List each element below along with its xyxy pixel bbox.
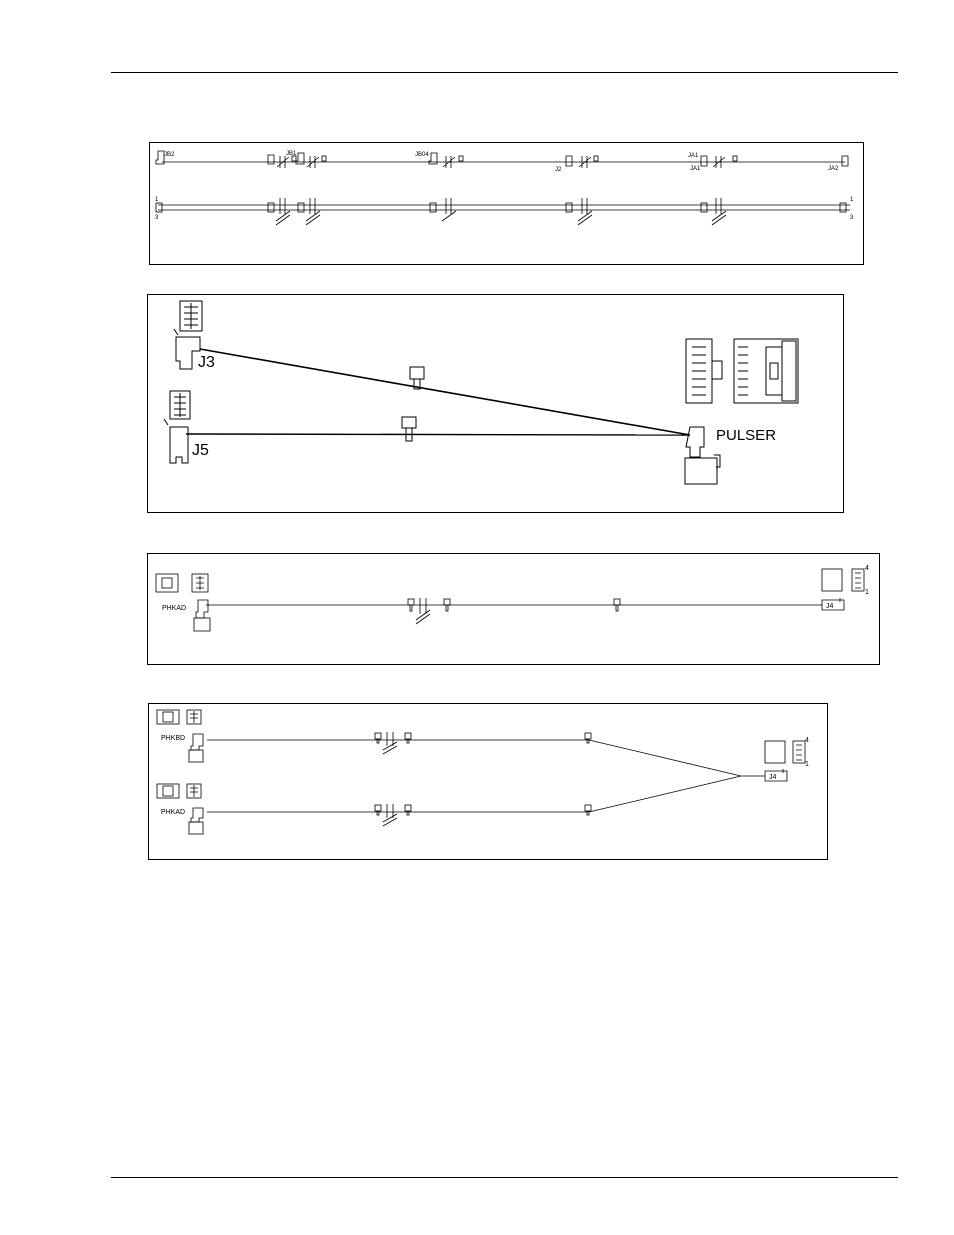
pin-label-1: 1 [865, 589, 869, 596]
label-phkbd: PHKBD [161, 735, 186, 742]
clip-j5-wire [402, 417, 416, 441]
connector-j4-detail [765, 741, 805, 763]
label-ja2: JA2 [828, 166, 839, 172]
label-j3: J3 [198, 354, 215, 371]
connector-detail-left [686, 339, 722, 403]
label-pulser: PULSER [716, 427, 777, 444]
label-j4: J4 [769, 774, 777, 781]
connector-phkad-detail [156, 574, 208, 592]
wire-phkbd-j4 [207, 740, 765, 776]
connector-j4-detail [822, 569, 864, 591]
splice-marks [408, 598, 620, 624]
label-jb04: JB04 [415, 152, 429, 158]
label-phkad: PHKAD [162, 605, 187, 612]
label-phkad: PHKAD [161, 809, 186, 816]
harness-diagram-1 [149, 142, 864, 265]
splice-marks-lower [375, 804, 591, 826]
connector-phkbd-detail [157, 710, 201, 724]
pin-label-right-1: 1 [850, 197, 854, 203]
connector-phkad [194, 600, 210, 631]
label-jb1: JB1 [286, 151, 297, 157]
connector-ja1 [701, 156, 707, 166]
splice-marks-upper [375, 732, 591, 754]
connector-phkad-detail [157, 784, 201, 798]
label-j2: J2 [555, 167, 562, 173]
harness-diagram-2 [147, 294, 844, 513]
connector-detail-right [734, 339, 798, 403]
pin-label-right-3: 3 [850, 215, 854, 221]
pin-label-4: 4 [865, 565, 869, 572]
label-ja1-bottom: JA1 [690, 166, 701, 172]
label-j4: J4 [826, 603, 834, 610]
header-rule [111, 72, 898, 73]
connector-phkad [189, 808, 203, 834]
label-j5: J5 [192, 442, 209, 459]
pin-label-left-3: 3 [155, 215, 159, 221]
harness-diagram-4 [148, 703, 828, 860]
footer-rule [111, 1177, 898, 1178]
cable-bottom [158, 205, 850, 210]
label-jb2: JB2 [164, 152, 175, 158]
connector-j5 [164, 391, 190, 463]
connector-pulser [685, 427, 720, 484]
harness-diagram-3 [147, 553, 880, 665]
wire-phkad-j4 [207, 776, 741, 812]
wire-j3-pulser [200, 349, 690, 435]
label-ja1-top: JA1 [688, 153, 699, 159]
pin-label-left-1: 1 [155, 197, 159, 203]
splice-marks-bottom [156, 198, 846, 225]
connector-phkbd [189, 734, 203, 762]
wire-j5-pulser [186, 434, 690, 435]
connector-ja2 [842, 156, 848, 166]
connector-j2 [566, 156, 572, 166]
pin-label-1: 1 [805, 761, 809, 768]
pin-label-4: 4 [805, 737, 809, 744]
